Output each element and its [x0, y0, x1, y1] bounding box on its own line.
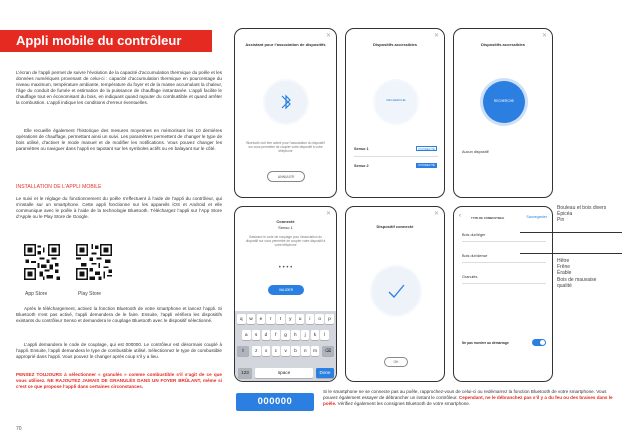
validate-button[interactable]: VALIDER [268, 285, 304, 295]
ok-button[interactable]: OK [384, 357, 408, 367]
back-chevron-icon[interactable]: ‹ [459, 213, 461, 219]
key-i[interactable]: i [306, 314, 315, 324]
scanning-label: RECHERCHE [386, 98, 406, 102]
key-h[interactable]: h [291, 330, 300, 340]
key-c[interactable]: c [272, 346, 281, 356]
key-n[interactable]: n [301, 346, 310, 356]
key-q[interactable]: q [237, 314, 246, 324]
code-text: Saisissez le code de couplage pour l’association du dispositif sur vous permettre de coupler votre dispositif à votre téléphone [245, 235, 326, 247]
intro-paragraph-1: L’écran de l’appli permet de suivre l’évolution de la capacité d’accumulation thermique du poêle et les données numériques provenant de celui-ci : capacité d’accumulation thermique en pourcentage du niveau maximum, température ambiante, température du foyer et de la masse accumulant la chaleur, l’âge du conduit de fumée et estimation de la puissance de chauffage instantanée. L’appli facilite le chauffage tout en économisant du bois, en indiquant quand rajouter du combustible et quand arrêter la combustion. L’appli indique les conditions d’erreur éventuelles. [16, 70, 222, 106]
startup-toggle-label: Ne pas montrer au démarrage [462, 341, 509, 345]
page-number: 70 [16, 426, 22, 432]
key-b[interactable]: b [291, 346, 300, 356]
key-x[interactable]: x [262, 346, 271, 356]
key-a[interactable]: a [242, 330, 251, 340]
search-circle-button[interactable] [483, 81, 525, 123]
key-y[interactable]: y [286, 314, 295, 324]
key-g[interactable]: g [281, 330, 290, 340]
caption-text: Si le smartphone ne se connecte pas au poêle, rapprochez-vous de celui-ci ou redémarrez la fonction Bluetooth de votre smartphone. Vous pouvez également essayer de débrancher un instant le contrôleur. [323, 389, 607, 400]
assistant-title: Assistant pour l’association de dispositifs [245, 42, 326, 47]
phone-available-devices [345, 28, 445, 198]
assistant-text: Bluetooth doit être activé pour l’association du dispositif sur vous permettre de coupler votre dispositif à votre téléphone [246, 141, 325, 153]
divider [462, 241, 546, 242]
key-r[interactable]: r [266, 314, 275, 324]
code-dots[interactable]: • • • • [278, 265, 293, 271]
install-heading: INSTALLATION DE L’APPLI MOBILE [16, 184, 102, 190]
step-paragraph-1: Après le téléchargement, activez la fonction Bluetooth de votre smartphone et lancez l’appli. Si Bluetooth n’est pas activé, l’appli demandera de le faire. Ensuite, l’appli vérifiera les dispositifs existants du contrôleur Senso et demandera le couplage Bluetooth avec le dispositif sélectionné. [16, 306, 222, 324]
qr-code-app-store [24, 244, 60, 280]
cancel-button[interactable]: ANNULER [267, 171, 305, 182]
key-m[interactable]: m [311, 346, 320, 356]
key-done[interactable]: Done [316, 368, 334, 378]
key-u[interactable]: u [296, 314, 305, 324]
device-senso-1: Senso 1 [354, 147, 369, 151]
divider [462, 262, 546, 263]
page-title: Appli mobile du contrôleur [16, 33, 182, 48]
side-label: qualité [557, 282, 572, 289]
qr-code-play-store [76, 244, 112, 280]
key-num[interactable]: 123 [238, 368, 252, 378]
side-label: Frêne [557, 264, 571, 271]
save-button[interactable]: Sauvegarder [526, 215, 547, 219]
app-store-label: App Store [25, 291, 48, 297]
checkmark-icon [372, 267, 420, 315]
key-p[interactable]: p [325, 314, 334, 324]
caption-end: Vérifiez également les consignes Bluetooth de votre smartphone. [337, 401, 471, 406]
key-s[interactable]: s [252, 330, 261, 340]
pointer-line-hardwood [520, 253, 622, 254]
side-labels-softwood [557, 205, 606, 224]
connect-senso-1-button[interactable]: CONNECTÉ [416, 146, 437, 151]
troubleshooting-caption [323, 389, 618, 407]
fuel-header-label: TYPE DE COMBUSTIBLE [471, 216, 505, 220]
keyboard [235, 311, 336, 381]
bluetooth-circle [265, 81, 307, 123]
pellets-warning: PENSEZ TOUJOURS à sélectionner « granulés » comme combustible s’il s’agit de ce que vous utilisez. NE RAJOUTEZ JAMAIS DE GRANULÉS DANS UN FOYER BRÛLANT, même si c’est ce que propose l’appli dans certaines circonstances. [16, 372, 222, 390]
side-label: Bois de mauvaise [557, 276, 597, 283]
fuel-option-pellets[interactable]: Granulés [462, 275, 478, 279]
backspace-key-icon[interactable]: ⌫ [322, 346, 334, 356]
close-icon[interactable]: ✕ [433, 33, 439, 39]
phone-pairing-code [234, 206, 337, 382]
available-title-2: Dispositifs accessibles [480, 42, 526, 47]
code-title: Connecté [276, 219, 295, 224]
shift-key-icon[interactable]: ⇧ [237, 346, 249, 356]
key-d[interactable]: d [262, 330, 271, 340]
pairing-code-box: 000000 [236, 393, 314, 411]
fuel-option-softwood[interactable]: Bois dur/léger [462, 233, 486, 237]
divider [462, 283, 546, 284]
side-label: Pin [557, 217, 565, 224]
phone-device-connected [345, 206, 445, 382]
side-label: Érable [557, 270, 572, 277]
key-j[interactable]: j [301, 330, 310, 340]
key-w[interactable]: w [247, 314, 256, 324]
key-l[interactable]: l [320, 330, 329, 340]
connected-title: Dispositif connecté [376, 224, 414, 229]
phone-pairing-assistant [234, 28, 337, 198]
step-paragraph-2: L’appli demandera le code de couplage, qui est 000000. Le contrôleur est désormais couplé à l’appli. Ensuite, l’appli demandera le type de combustible utilisé. Sélectionnez le type de combustible approprié dans l’appli. Vous pouvez le changer après coup s’il y a lieu. [16, 342, 222, 360]
close-icon[interactable]: ✕ [325, 211, 331, 217]
connected-circle [372, 267, 420, 315]
close-icon[interactable]: ✕ [433, 211, 439, 217]
key-t[interactable]: t [276, 314, 285, 324]
caption-warning: Cependant, ne le débranchez pas s’il y a du feu ou des braises dans le poêle. [323, 395, 613, 406]
key-z[interactable]: z [252, 346, 261, 356]
key-o[interactable]: o [315, 314, 324, 324]
no-device-label: Aucun dispositif [462, 150, 489, 154]
side-labels-hardwood [557, 258, 596, 289]
code-subtitle: Senso 1 [278, 225, 293, 230]
play-store-label: Play Store [78, 291, 102, 297]
pointer-line-softwood [520, 232, 622, 233]
device-senso-2: Senso 2 [354, 164, 369, 168]
key-space[interactable]: space [255, 368, 313, 378]
divider [354, 156, 438, 157]
key-e[interactable]: e [257, 314, 266, 324]
side-label: Épicéa [557, 211, 573, 218]
startup-toggle[interactable] [532, 339, 546, 346]
phone-no-devices [453, 28, 553, 198]
close-icon[interactable]: ✕ [541, 33, 547, 39]
scanning-circle [375, 81, 417, 123]
side-label: Hêtre [557, 258, 570, 264]
close-icon[interactable]: ✕ [325, 33, 331, 39]
key-k[interactable]: k [311, 330, 320, 340]
bluetooth-icon [265, 81, 307, 123]
title-bar [0, 30, 212, 52]
connect-senso-2-button[interactable]: CONNECTÉ [416, 163, 437, 168]
available-title: Dispositifs accessibles [372, 42, 418, 47]
key-f[interactable]: f [271, 330, 280, 340]
search-label: RECHERCHE [493, 99, 515, 103]
side-label: Bouleau et bois divers [557, 205, 607, 211]
intro-paragraph-2: Elle recueille également l’historique des mesures moyennes en mémorisant les 10 dernières opérations de chauffage, permettant ainsi un suivi. Les paramètres permettent de changer le type de bois utilisé, d’activer le mode manuel et de modifier les notifications. Vous pouvez changer les paramètres ou naviguer dans l’appli en tapotant sur les symboles actifs ou en balayant sur le côté. [16, 128, 222, 152]
install-paragraph: Le suivi et le réglage du fonctionnement du poêle s’effectuent à l’aide de l’appli du contrôleur, qui s’installe sur un smartphone. Cette appli fonctionne sur les appareils iOS et Android et elle communique avec le poêle à l’aide de la technologie Bluetooth. Téléchargez l’appli sur l’App Store d’Apple ou le Play Store de Google. [16, 196, 222, 220]
fuel-option-hardwood[interactable]: Bois dur/dense [462, 254, 488, 258]
key-v[interactable]: v [281, 346, 290, 356]
